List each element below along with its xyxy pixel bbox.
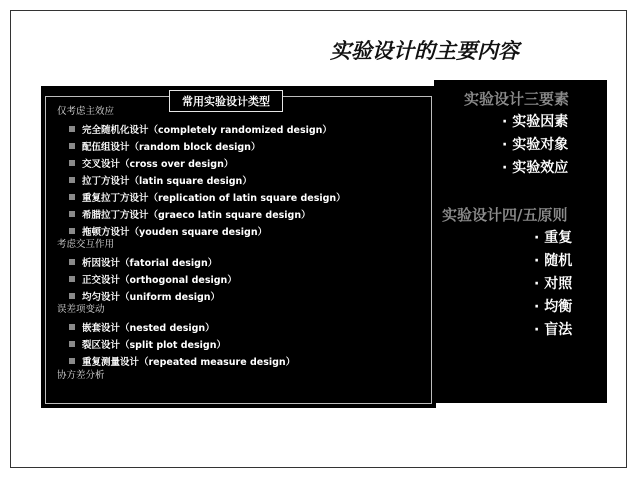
square-bullet-icon bbox=[69, 341, 75, 347]
list-item bbox=[57, 222, 430, 239]
list-item-text: 完全随机化设计（completely randomized design） bbox=[82, 124, 332, 136]
experiment-types-panel bbox=[41, 86, 436, 408]
list-item bbox=[57, 171, 430, 188]
principles-heading: 实验设计四/五原则 bbox=[442, 206, 568, 224]
list-item-text: 希腊拉丁方设计（graeco latin square design） bbox=[82, 209, 311, 221]
list-item bbox=[57, 318, 430, 335]
design-type-list bbox=[57, 106, 430, 384]
three-elements-heading: 实验设计三要素 bbox=[464, 90, 570, 108]
principle-item: · 随机 bbox=[534, 253, 573, 269]
element-item: · 实验因素 bbox=[502, 114, 569, 130]
list-item-text: 重复拉丁方设计（replication of latin square design） bbox=[82, 192, 346, 204]
square-bullet-icon bbox=[69, 324, 75, 330]
element-item: · 实验对象 bbox=[502, 137, 569, 153]
principles-panel bbox=[434, 80, 607, 403]
list-item bbox=[57, 335, 430, 352]
list-item bbox=[57, 287, 430, 304]
principle-item: · 盲法 bbox=[534, 322, 573, 338]
list-item bbox=[57, 253, 430, 270]
square-bullet-icon bbox=[69, 276, 75, 282]
list-item bbox=[57, 137, 430, 154]
list-item-text: 重复测量设计（repeated measure design） bbox=[82, 356, 296, 368]
list-item bbox=[57, 188, 430, 205]
list-item-text: 均匀设计（uniform design） bbox=[82, 291, 221, 303]
square-bullet-icon bbox=[69, 259, 75, 265]
principle-item: · 重复 bbox=[534, 230, 573, 246]
list-item-text: 析因设计（fatorial design） bbox=[82, 257, 218, 269]
square-bullet-icon bbox=[69, 358, 75, 364]
square-bullet-icon bbox=[69, 143, 75, 149]
group-label-covariance: 协方差分析 bbox=[57, 370, 105, 381]
list-item bbox=[57, 270, 430, 287]
group-label-interaction: 考虑交互作用 bbox=[57, 239, 115, 250]
square-bullet-icon bbox=[69, 177, 75, 183]
principle-item: · 均衡 bbox=[534, 299, 573, 315]
list-item bbox=[57, 352, 430, 369]
list-item-text: 拉丁方设计（latin square design） bbox=[82, 175, 252, 187]
element-item: · 实验效应 bbox=[502, 160, 569, 176]
square-bullet-icon bbox=[69, 160, 75, 166]
square-bullet-icon bbox=[69, 293, 75, 299]
group-label-main-effects: 仅考虑主效应 bbox=[57, 106, 115, 117]
list-item bbox=[57, 154, 430, 171]
square-bullet-icon bbox=[69, 126, 75, 132]
slide-title: 实验设计的主要内容 bbox=[330, 38, 519, 63]
list-item-text: 裂区设计（split plot design） bbox=[82, 339, 226, 351]
list-item-text: 交叉设计（cross over design） bbox=[82, 158, 234, 170]
list-item bbox=[57, 205, 430, 222]
square-bullet-icon bbox=[69, 211, 75, 217]
list-item-text: 拖顿方设计（youden square design） bbox=[82, 226, 268, 238]
list-item-text: 正交设计（orthogonal design） bbox=[82, 274, 237, 286]
group-label-error-term: 误差项变动 bbox=[57, 304, 105, 315]
principle-item: · 对照 bbox=[534, 276, 573, 292]
square-bullet-icon bbox=[69, 228, 75, 234]
list-item bbox=[57, 120, 430, 137]
square-bullet-icon bbox=[69, 194, 75, 200]
list-item-text: 配伍组设计（random block design） bbox=[82, 141, 261, 153]
list-item-text: 嵌套设计（nested design） bbox=[82, 322, 215, 334]
panel-header: 常用实验设计类型 bbox=[169, 90, 283, 112]
